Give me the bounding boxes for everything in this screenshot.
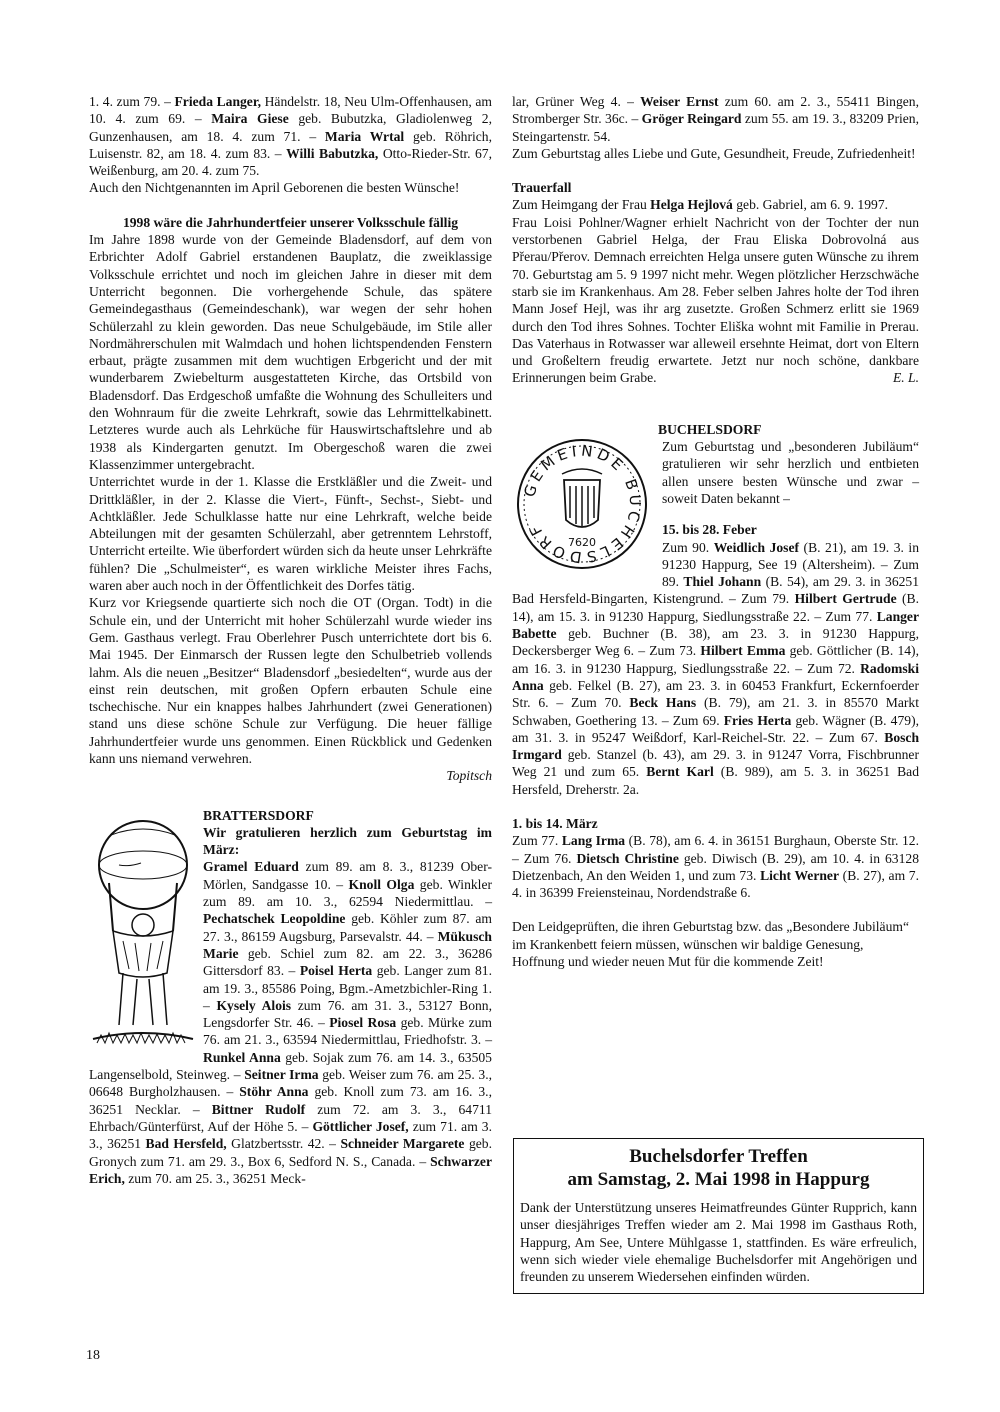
- announcement-text: Dank der Unterstützung unseres Heimatfreundes Günter Rupprich, kann unser diesjähriges Treffen wieder am 2. Mai 1998 im Gasthaus Roth, Happurg, Am See, Untere Mühlgasse 1, stattfinden. Es wäre erfreulich, wenn sich wieder viele ehemalige Buchelsdorfer mit Angehörigen und freunden zu unserem Wiedersehen einfinden würden.: [520, 1200, 917, 1285]
- birthday-details: (B. 78), am 6. 4. in 36151 Burghaun, Oberste Str. 12. – Zum 76.: [512, 833, 919, 866]
- person-name: Kysely Alois: [216, 997, 292, 1013]
- period-heading: 15. bis 28. Feber: [662, 522, 757, 538]
- birthday-details: Zum 77.: [512, 833, 562, 849]
- birthday-details: geb. Sojak zum 76. am 14. 3., 63505 Langenselbold, Steinweg. –: [89, 1049, 492, 1083]
- birthday-details: zum 71. am 3. 3., 36251: [89, 1118, 492, 1152]
- trauerfall-text: Frau Loisi Pohlner/Wagner erhielt Nachricht von der Tochter der nun verstorbenen Gabriel Helga, der Frau Eliska Dobrovolná aus Přerau/Přerov. Demnach erreichten Helga unsere guten Wünsche zu ihrem 70. Geburtstag am 5. 9 1997 nicht mehr. Wegen plötzlicher Herzschwäche starb sie im Krankenhaus. Am 28. Feber selben Jahres holte der Tod ihren Mann Josef Hejl, was ihr arg zusetzte. Großen Schmerz erlitt sie 1969 durch den Tod ihres Sohnes. Tochter Eliška wohnt mit Familie in Prerau. Das Vaterhaus in Rotwasser war alleweil ersehnte Heimat, dort von Eltern und Großeltern freudig erwartete. Jetzt nur noch schöne, dankbare Erinnerungen beim Grabe. E. L.: [512, 214, 919, 386]
- school-paragraph: Unterrichtet wurde in der 1. Klasse die Erstkläßler und die Zweit- und Drittkläßler, in der 2. Klasse die Viert-, Fünft-, Sechst-, Siebt- und Achtkläßler. Jede Schulklasse hatte nur eine Lehrkraft, welche beide Abteilungen mit der gesamten Schülerzahl, aber getrenntem Lehrstoff, Unterricht erteilte. Wie überfordert würden sich da heute unser Lehrkräfte fühlen? Die „Schulmeister“, es waren wirkliche Meister ihres Fachs, waren aber auch noch in der Öffentlichkeit des Dorfes tätig.: [89, 474, 492, 594]
- announcement-title: Buchelsdorfer Treffen am Samstag, 2. Mai 1998 in Happurg: [567, 1146, 870, 1190]
- person-name: Mükusch Marie: [203, 928, 492, 961]
- person-name: Bittner Rudolf: [211, 1101, 306, 1117]
- atlas-globe-icon: [89, 813, 195, 1053]
- birthday-details: zum 89. am 8. 3., 81239 Ober-Mörlen, Sandgasse 10. –: [203, 859, 492, 892]
- person-name: Bad Hersfeld,: [145, 1136, 227, 1152]
- period-heading: 1. bis 14. März: [512, 815, 598, 831]
- left-column: [89, 93, 492, 1187]
- birthday-details: (B. 989), am 5. 3. in 36251 Bad Hersfeld, Dreherstr. 2a.: [512, 764, 919, 797]
- person-name: Stöhr Anna: [239, 1084, 309, 1100]
- person-name: Göttlicher Josef,: [312, 1118, 409, 1134]
- birthday-details: geb. Weiser zum 76. am 25. 3., 06648 Burgholzhausen. –: [89, 1067, 492, 1100]
- trauerfall-intro: Zum Heimgang der Frau Helga Hejlová geb. Gabriel, am 6. 9. 1997.: [512, 197, 889, 213]
- svg-text:7620: 7620: [568, 536, 596, 550]
- birthday-details: zum 70. am 25. 3., 36251 Meck-: [124, 1170, 306, 1186]
- buchelsdorf-birthday-list: [512, 832, 919, 901]
- brattersdorf-subheading: Wir gratulieren herzlich zum Geburtstag im März:: [203, 824, 492, 858]
- birthday-details: geb. Diwisch (B. 29), am 10. 4. in 63128 Dietzenbach, An den Weiden 1, und zum 73.: [512, 850, 919, 883]
- person-name: Fries Herta: [723, 712, 792, 728]
- trauerfall-heading: Trauerfall: [512, 180, 572, 196]
- person-name: Beck Hans: [629, 695, 697, 711]
- birthday-details: geb. Buchner (B. 38), am 23. 3. in 91230 Happurg, Deckersberger Weg 6. – Zum 73.: [512, 626, 919, 659]
- birthday-wishes: Zum Geburtstag alles Liebe und Gute, Gesundheit, Freude, Zufriedenheit!: [512, 145, 916, 161]
- birthday-details: zum 76. am 31. 3., 53127 Bonn, Lengsdorfer Str. 46. –: [203, 997, 492, 1031]
- seal-stamp-icon: [512, 434, 652, 574]
- birthday-details: geb. Köhler zum 87. am 27. 3., 86159 Augsburg, Parsevalstr. 44. –: [203, 911, 492, 944]
- person-name: Licht Werner: [760, 867, 840, 883]
- birthday-details: (B. 21), am 19. 3. in 91230 Happurg, See 19 (Altersheim). – Zum 89.: [662, 539, 919, 590]
- april-birthdays-outro: Auch den Nichtgenannten im April Geborenen die besten Wünsche!: [89, 180, 460, 196]
- buchelsdorf-seal: [512, 438, 652, 578]
- person-name: Schneider Margarete: [340, 1136, 465, 1152]
- birthday-details: geb. Gronych zum 71. am 29. 3., Box 6, Sedford N. S., Canada. –: [89, 1136, 492, 1169]
- birthday-details: zum 72. am 3. 3., 64711 Ehrbach/Günterfürst, Auf der Höhe 5. –: [89, 1101, 492, 1134]
- person-name: Seitner Irma: [244, 1067, 319, 1083]
- birthday-details: geb. Winkler zum 89. am 10. 3., 62594 Niedermittlau. –: [203, 876, 493, 910]
- buchelsdorf-closing: Den Leidgeprüften, die ihren Geburtstag bzw. das „Besondere Jubiläum“ im Krankenbett feiern müssen, wünschen wir baldige Genesung, Hoffnung und wieder neuen Mut für die kommende Zeit!: [512, 919, 909, 970]
- person-name: Pechatschek Leopoldine: [203, 911, 346, 927]
- person-name: Bosch Irmgard: [512, 729, 919, 763]
- birthday-details: geb. Stanzel (b. 43), am 29. 3. in 91247 Vorra, Fischbrunner Weg 21 und zum 65.: [512, 747, 919, 780]
- birthday-details: (B. 14), am 15. 3. in 91230 Happurg, Siedlungsstraße 22. – Zum 77.: [512, 591, 919, 624]
- person-name: Thiel Johann: [683, 574, 762, 590]
- school-heading: 1998 wäre die Jahrhundertfeier unserer Volksschule fällig: [122, 214, 459, 230]
- birthday-details: geb. Felkel (B. 27), am 23. 3. in 60453 Frankfurt, Eckernfoerder Str. 6. – Zum 70.: [512, 677, 919, 711]
- person-name: Hilbert Gertrude: [794, 591, 897, 607]
- person-name: Knoll Olga: [348, 876, 415, 892]
- person-name: Weidlich Josef: [713, 539, 800, 555]
- person-name: Hilbert Emma: [700, 643, 786, 659]
- birthday-details: geb. Göttlicher (B. 14), am 16. 3. in 91230 Happurg, Siedlungsstraße 22. – Zum 72.: [512, 643, 919, 676]
- right-column: [512, 93, 919, 970]
- signature: E. L.: [892, 370, 919, 386]
- svg-text:GEMEINDE BUCHELSDORF: GEMEINDE BUCHELSDORF: [520, 441, 645, 567]
- person-name: Dietsch Christine: [576, 850, 679, 866]
- meeting-announcement-box: [513, 1138, 924, 1294]
- person-name: Piosel Rosa: [329, 1015, 397, 1031]
- brattersdorf-heading: BRATTERSDORF: [203, 807, 314, 823]
- person-name: Lang Irma: [561, 833, 626, 849]
- person-name: Schwarzer Erich,: [89, 1153, 492, 1186]
- birthday-details: (B. 54), am 29. 3. in 36251 Bad Hersfeld-Bingarten, Kistengrund. – Zum 79.: [512, 574, 920, 607]
- person-name: Bernt Karl: [646, 764, 714, 780]
- birthday-details: Glatzbertsstr. 42. –: [226, 1136, 341, 1152]
- birthday-details: geb. Wägner (B. 479), am 31. 3. in 95247 Weißdorf, Karl-Reichel-Str. 22. – Zum 67.: [512, 712, 920, 745]
- person-name: Poisel Herta: [299, 963, 373, 979]
- atlas-figure-illustration: [89, 807, 195, 1057]
- person-name: Runkel Anna: [203, 1049, 281, 1065]
- birthday-details: (B. 79), am 21. 3. in 85570 Markt Schwaben, Goethering 13. – Zum 69.: [512, 695, 919, 728]
- school-paragraph: Kurz vor Kriegsende quartierte sich noch die OT (Organ. Todt) in die Schule ein, und der Unterricht mit hoher Schülerzahl wurde wieder ins Gem. Gasthaus verlegt. Frau Oberlehrer Pusch unterrichtete dort bis 6. Mai 1945. Der Einmarsch der Russen legte den Schulbetrieb vollends lahm. Als die neuen „Besitzer“ Bladensdorf „besiedelten“, wurde aus der einst rein deutschen, mit großen Opfern erbauten Schule eine tschechische. Nur ein knappes halbes Jahrhundert (zwei Generationen) stand uns diese schöne Schule zur Verfügung. Die heuer fällige Jahrhundertfeier wurde uns genommen. Einen Rückblick und Gedenken kann uns niemand verwehren.: [89, 595, 492, 766]
- birthday-details: Zum 90.: [662, 539, 714, 555]
- buchelsdorf-heading: BUCHELSDORF: [658, 421, 762, 437]
- signature: Topitsch: [446, 768, 492, 784]
- birthday-details: geb. Schiel zum 82. am 22. 3., 36286 Gittersdorf 83. –: [203, 945, 492, 979]
- buchelsdorf-intro: Zum Geburtstag und „besonderen Jubiläum“ gratulieren wir sehr herzlich und entbieten allen unsere besten Wünsche und zwar – soweit Daten bekannt –: [662, 439, 919, 506]
- birthday-details: geb. Knoll zum 73. am 16. 3., 36251 Necklar. –: [89, 1084, 492, 1117]
- birthday-details: (B. 27), am 7. 4. in 36399 Freiensteinau, Nordendstraße 6.: [512, 867, 920, 901]
- birthday-details: geb. Mürke zum 76. am 21. 3., 63594 Niedermittlau, Friedhofstr. 3. –: [203, 1015, 492, 1048]
- school-paragraph: Im Jahre 1898 wurde von der Gemeinde Bladensdorf, auf dem von Erbrichter Adolf Gabriel erstandenen Bauplatz, die zweiklassige Volksschule errichtet und noch im gleichen Jahre in dieser mit dem Unterricht begonnen. Die vorhergehende Schule, das spätere Gemeindegasthaus (Gemeindeschank), war wegen der sehr hohen Schülerzahl zu klein geworden. Das neue Schulgebäude, im Stile aller Nordmährerschulen mit Walmdach und hohen lichtspendenden Fenstern erbaut, prägte zusammen mit dem wuchtigen Erbgericht und der mit wunderbarem Zwiebelturm ausgestatteten Kirche, das Ortsbild von Bladensdorf. Das Erdgeschoß umfaßte die Wohnung des Schulleiters und den Wohnraum für die zweite Lehrkraft, sowie das Lehrmittelkabinett. Letzteres wurde auch als Lehrküche für Hauswirtschaftslehre und ab 1938 als Kindergarten genutzt. Im Obergeschoß waren die zwei Klassenzimmer untergebracht.: [89, 232, 492, 472]
- page-number: 18: [86, 1348, 100, 1363]
- april-birthdays: 1. 4. zum 79. – Frieda Langer, Händelstr. 18, Neu Ulm-Offenhausen, am 10. 4. zum 69. – Maira Giese geb. Bubutzka, Gladiolenweg 2, Gunzenhausen, am 18. 4. zum 71. – Maria Wrtal geb. Röhrich, Luisenstr. 82, am 18. 4. zum 83. – Willi Babutzka, Otto-Rieder-Str. 67, Weißenburg, am 20. 4. zum 75.: [89, 94, 492, 179]
- person-name: Radomski Anna: [512, 660, 919, 693]
- birthday-details: geb. Langer zum 81. am 19. 3., 85586 Poing, Bgm.-Ametzbichler-Ring 1. –: [203, 963, 492, 1013]
- person-name: Langer Babette: [512, 608, 919, 642]
- birthday-continuation: lar, Grüner Weg 4. – Weiser Ernst zum 60. am 2. 3., 55411 Bingen, Stromberger Str. 36c. – Gröger Reingard zum 55. am 19. 3., 83209 Prien, Steingartenstr. 54.: [512, 94, 920, 144]
- person-name: Gramel Eduard: [203, 859, 299, 875]
